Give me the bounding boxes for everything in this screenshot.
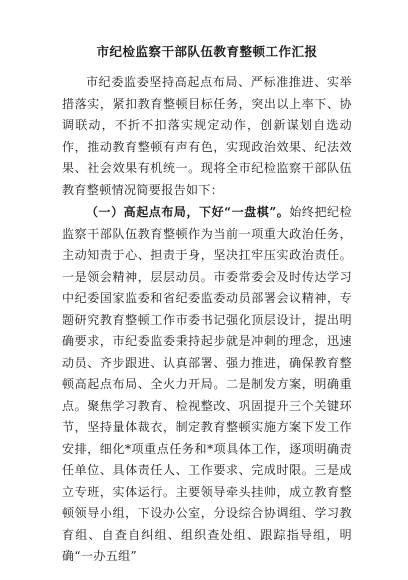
section-one-paragraph — [62, 202, 352, 568]
section-one-body: 始终把纪检监察干部队伍教育整顿作为当前一项重大政治任务，主动知责于心、担责于身，坚决扛牢压实政治责任。一是领会精神，层层动员。市委常委会及时传达学习中纪委国家监委和省纪委监委动员部署会议精神，专题研究教育整顿工作市委书记强化顶层设计，提出明确要求，市纪委监委秉持起步就是冲刺的理念，迅速动员、齐步跟进、认真部署、强力推进，确保教育整顿高起点布局、全火力开局。二是制发方案，明确重点。聚焦学习教育、检视整改、巩固提升三个关键环节，坚持量体裁衣，制定教育整顿实施方案下发工作安排，细化*项重点任务和*项具体工作，逐项明确责任单位、具体责任人、工作要求、完成时限。三是成立专班，实体运行。主要领导牵头挂帅，成立教育整顿领导小组，下设办公室，分设综合协调组、学习教育组、自查自纠组、组织查处组、跟踪指导组，明确“一办五组” — [62, 205, 352, 563]
intro-paragraph-text: 市纪委监委坚持高起点布局、严标准推进、实举措落实，紧扣教育整顿目标任务，突出以上率下、协调联动，不折不扣落实规定动作，创新谋划自选动作，推动教育整顿有声有色，实现政治效果、纪法效果、社会效果有机统一。现将全市纪检监察干部队伍教育整顿情况简要报告如下： — [62, 75, 352, 197]
section-one-heading: （一）高起点布局，下好“一盘棋”。 — [86, 205, 290, 219]
intro-paragraph — [62, 72, 352, 201]
document-title: 市纪检监察干部队伍教育整顿工作汇报 — [96, 44, 318, 59]
